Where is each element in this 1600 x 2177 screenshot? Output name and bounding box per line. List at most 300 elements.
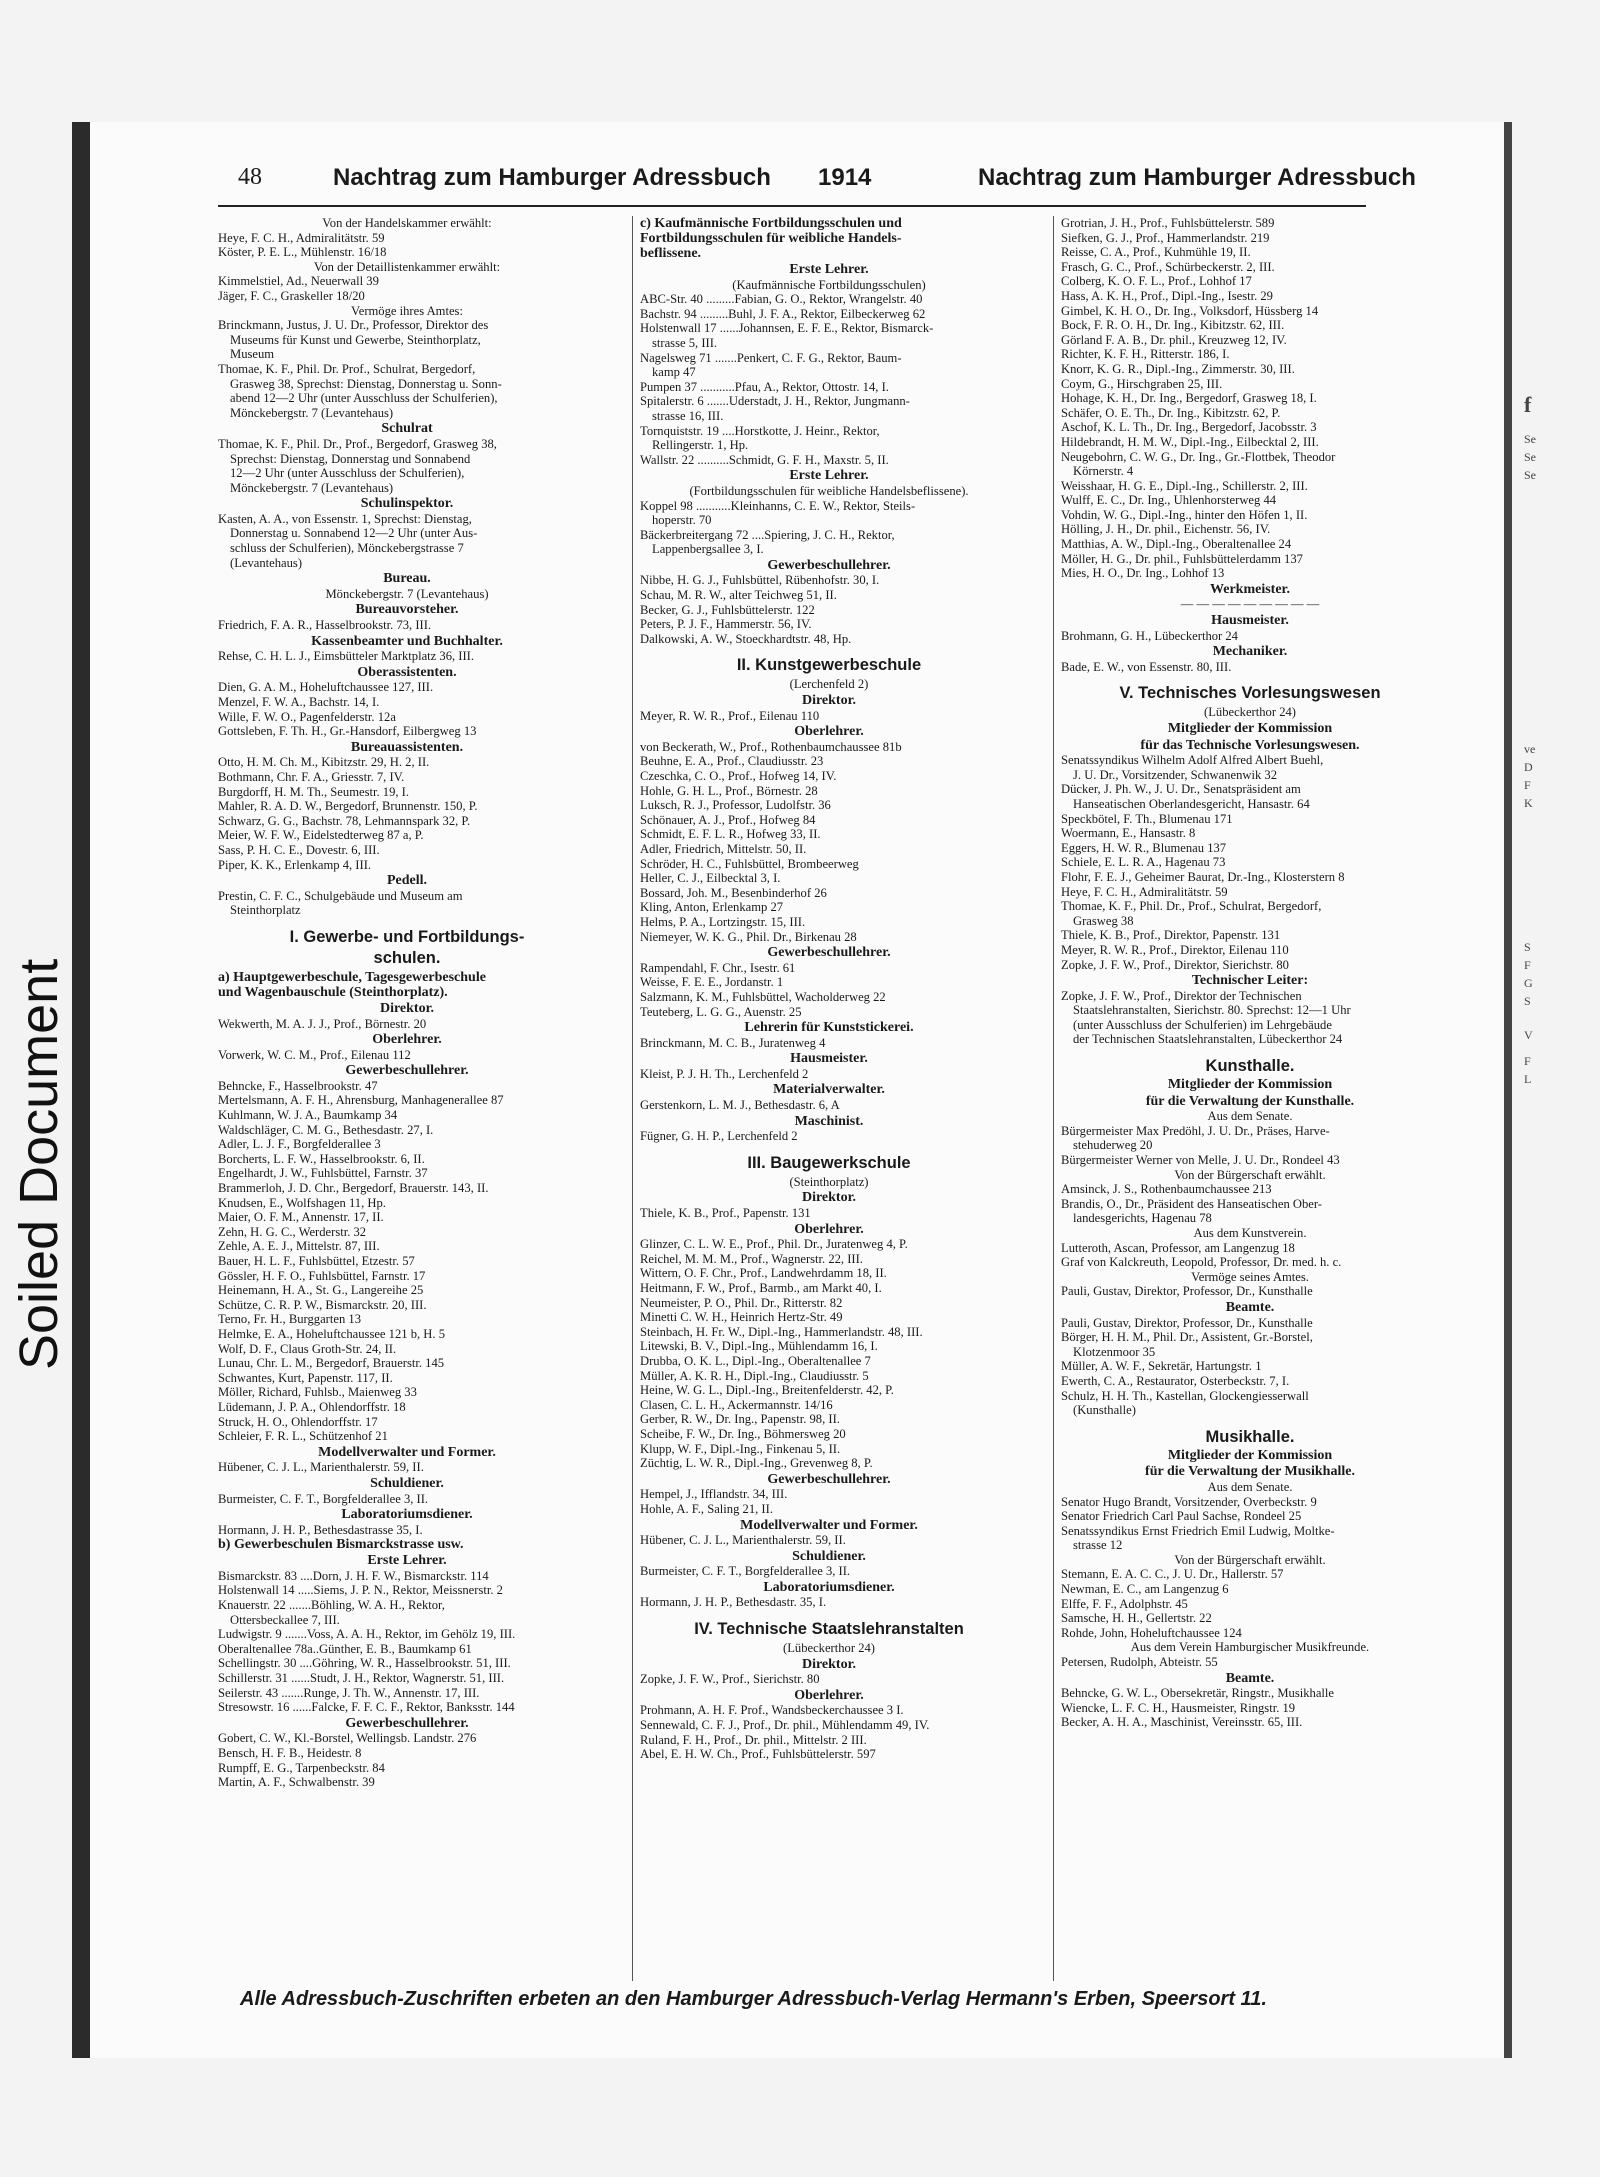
major-heading: IV. Technische Staatslehranstalten bbox=[694, 1620, 964, 1639]
section-note: — — — — — — — — — bbox=[1180, 597, 1320, 612]
entry-continuation: J. U. Dr., Vorsitzender, Schwanenwik 32 bbox=[1073, 767, 1278, 782]
directory-entry: Burmeister, C. F. T., Borgfelderallee 3, II. bbox=[218, 1491, 429, 1506]
entry-continuation: (Kunsthalle) bbox=[1073, 1403, 1136, 1418]
directory-entry: Sennewald, C. F. J., Prof., Dr. phil., Mühlendamm 49, IV. bbox=[640, 1718, 930, 1733]
directory-entry: Senatssyndikus Wilhelm Adolf Alfred Albert Buehl, bbox=[1061, 753, 1324, 768]
directory-entry: Salzmann, K. M., Fuhlsbüttel, Wacholderweg 22 bbox=[640, 989, 886, 1004]
edge-fragment: K bbox=[1524, 796, 1533, 810]
section-heading: Direktor. bbox=[379, 1001, 435, 1016]
entry-continuation: Mönckebergstr. 7 (Levantehaus) bbox=[230, 480, 394, 495]
section-heading: Werkmeister. bbox=[1210, 582, 1290, 597]
directory-entry: Engelhardt, J. W., Fuhlsbüttel, Farnstr. 37 bbox=[218, 1166, 428, 1181]
section-note: (Fortbildungsschulen für weibliche Handelsbeflissene). bbox=[689, 483, 969, 498]
directory-entry: Fügner, G. H. P., Lerchenfeld 2 bbox=[640, 1129, 798, 1144]
directory-entry: Pumpen 37 ...........Pfau, A., Rektor, Ottostr. 14, I. bbox=[640, 379, 889, 394]
directory-entry: ABC-Str. 40 .........Fabian, G. O., Rektor, Wrangelstr. 40 bbox=[640, 292, 923, 307]
directory-entry: Knauerstr. 22 .......Böhling, W. A. H., Rektor, bbox=[218, 1598, 445, 1613]
section-note: Aus dem Verein Hamburgischer Musikfreunde. bbox=[1130, 1640, 1370, 1655]
directory-entry: Schleier, F. R. L., Schützenhof 21 bbox=[218, 1429, 388, 1444]
section-heading: Pedell. bbox=[386, 874, 428, 889]
directory-entry: Adler, Friedrich, Mittelstr. 50, II. bbox=[640, 841, 807, 856]
entry-continuation: abend 12—2 Uhr (unter Ausschluss der Schulferien), bbox=[230, 391, 498, 406]
section-heading: Modellverwalter und Former. bbox=[740, 1518, 918, 1533]
subsection-heading: und Wagenbauschule (Steinthorplatz). bbox=[218, 984, 448, 1000]
directory-entry: Martin, A. F., Schwalbenstr. 39 bbox=[218, 1775, 375, 1790]
directory-entry: Rohde, John, Hoheluftchaussee 124 bbox=[1061, 1625, 1242, 1640]
directory-entry: Siefken, G. J., Prof., Hammerlandstr. 219 bbox=[1061, 230, 1270, 245]
major-heading: Musikhalle. bbox=[1205, 1427, 1295, 1446]
directory-entry: Weisshaar, H. G. E., Dipl.-Ing., Schillerstr. 2, III. bbox=[1061, 478, 1308, 493]
entry-continuation: strasse 5, III. bbox=[652, 335, 718, 350]
subsection-heading: a) Hauptgewerbeschule, Tagesgewerbeschule bbox=[218, 969, 486, 985]
entry-continuation: Mönckebergstr. 7 (Levantehaus) bbox=[230, 405, 394, 420]
directory-entry: Heye, F. C. H., Admiralitätstr. 59 bbox=[1061, 884, 1228, 899]
directory-entry: Spitalerstr. 6 .......Uderstadt, J. H., Rektor, Jungmann- bbox=[640, 394, 910, 409]
directory-entry: Terno, Fr. H., Burggarten 13 bbox=[218, 1312, 361, 1327]
directory-entry: Scheibe, F. W., Dr. Ing., Böhmersweg 20 bbox=[640, 1426, 846, 1441]
directory-entry: Piper, K. K., Erlenkamp 4, III. bbox=[218, 857, 372, 872]
directory-entry: Prohmann, A. H. F. Prof., Wandsbeckerchaussee 3 I. bbox=[640, 1703, 904, 1718]
directory-entry: Zopke, J. F. W., Prof., Direktor der Technischen bbox=[1061, 988, 1302, 1003]
entry-continuation: Lappenbergsallee 3, I. bbox=[652, 542, 764, 557]
directory-entry: Grotrian, J. H., Prof., Fuhlsbüttelerstr. 589 bbox=[1061, 216, 1275, 230]
section-heading: Oberlehrer. bbox=[794, 1222, 864, 1237]
directory-entry: Vohdin, W. G., Dipl.-Ing., hinter den Höfen 1, II. bbox=[1061, 507, 1308, 522]
section-note: (Lübeckerthor 24) bbox=[783, 1641, 875, 1656]
directory-entry: Burgdorff, H. M. Th., Seumestr. 19, I. bbox=[218, 784, 410, 799]
directory-entry: Elffe, F. F., Adolphstr. 45 bbox=[1061, 1596, 1188, 1611]
entry-continuation: Donnerstag u. Sonnabend 12—2 Uhr (unter Aus- bbox=[230, 526, 478, 541]
subsection-heading: b) Gewerbeschulen Bismarckstrasse usw. bbox=[218, 1537, 464, 1553]
directory-entry: Ruland, F. H., Prof., Dr. phil., Mittelstr. 2 III. bbox=[640, 1732, 867, 1747]
directory-entry: Schäfer, O. E. Th., Dr. Ing., Kibitzstr. 62, P. bbox=[1061, 405, 1281, 420]
section-heading: Gewerbeschullehrer. bbox=[767, 558, 891, 573]
section-heading: Gewerbeschullehrer. bbox=[345, 1064, 469, 1079]
section-heading: Mitglieder der Kommission bbox=[1167, 722, 1333, 736]
edge-fragment: Se bbox=[1524, 450, 1536, 464]
section-note: (Kaufmännische Fortbildungsschulen) bbox=[732, 277, 926, 292]
section-heading: Mitglieder der Kommission bbox=[1167, 1078, 1333, 1093]
entry-continuation: schluss der Schulferien), Mönckebergstrasse 7 bbox=[230, 541, 464, 556]
section-heading: Erste Lehrer. bbox=[789, 263, 869, 277]
entry-continuation: Ottersbeckallee 7, III. bbox=[230, 1612, 340, 1627]
column-divider bbox=[1053, 216, 1054, 1981]
section-heading: Oberlehrer. bbox=[794, 1688, 864, 1703]
page-footer: Alle Adressbuch-Zuschriften erbeten an den Hamburger Adressbuch-Verlag Hermann's Erben, Speersort 11. bbox=[240, 1988, 1267, 2010]
column-1 bbox=[218, 216, 596, 1790]
directory-entry: Pauli, Gustav, Direktor, Professor, Dr., Kunsthalle bbox=[1061, 1284, 1313, 1299]
directory-entry: Köster, P. E. L., Mühlenstr. 16/18 bbox=[218, 245, 387, 260]
header-title-right: Nachtrag zum Hamburger Adressbuch bbox=[978, 164, 1416, 191]
directory-entry: Reichel, M. M. M., Prof., Wagnerstr. 22, III. bbox=[640, 1251, 863, 1266]
directory-entry: Oberaltenallee 78a..Günther, E. B., Baumkamp 61 bbox=[218, 1641, 472, 1656]
edge-fragment: ve bbox=[1524, 742, 1536, 756]
entry-continuation: (unter Ausschluss der Schulferien) im Lehrgebäude bbox=[1073, 1017, 1332, 1032]
section-heading: Schuldiener. bbox=[792, 1549, 866, 1564]
directory-entry: Thiele, K. B., Prof., Papenstr. 131 bbox=[640, 1206, 811, 1221]
directory-entry: Schellingstr. 30 ....Göhring, W. R., Hasselbrookstr. 51, III. bbox=[218, 1656, 511, 1671]
directory-entry: Schröder, H. C., Fuhlsbüttel, Brombeerweg bbox=[640, 856, 859, 871]
directory-entry: Bauer, H. L. F., Fuhlsbüttel, Etzestr. 57 bbox=[218, 1254, 415, 1268]
directory-entry: Brinckmann, M. C. B., Juratenweg 4 bbox=[640, 1035, 826, 1050]
directory-entry: Nagelsweg 71 .......Penkert, C. F. G., Rektor, Baum- bbox=[640, 350, 902, 365]
directory-entry: Wekwerth, M. A. J. J., Prof., Börnestr. 20 bbox=[218, 1016, 427, 1031]
directory-entry: Luksch, R. J., Professor, Ludolfstr. 36 bbox=[640, 798, 831, 813]
directory-entry: Kling, Anton, Erlenkamp 27 bbox=[640, 900, 784, 915]
book-binding bbox=[72, 122, 90, 2058]
directory-entry: Rampendahl, F. Chr., Isestr. 61 bbox=[640, 960, 796, 975]
directory-entry: Mertelsmann, A. F. H., Ahrensburg, Manhagenerallee 87 bbox=[218, 1093, 504, 1108]
directory-entry: Samsche, H. H., Gellertstr. 22 bbox=[1061, 1611, 1212, 1626]
subsection-heading: c) Kaufmännische Fortbildungsschulen und bbox=[640, 216, 902, 231]
directory-entry: Mahler, R. A. D. W., Bergedorf, Brunnenstr. 150, P. bbox=[218, 799, 478, 814]
major-heading: schulen. bbox=[373, 948, 441, 967]
entry-continuation: hoperstr. 70 bbox=[652, 513, 712, 528]
section-note: Mönckebergstr. 7 (Levantehaus) bbox=[325, 586, 489, 601]
directory-entry: Holstenwall 14 .....Siems, J. P. N., Rektor, Meissnerstr. 2 bbox=[218, 1583, 503, 1598]
section-note: (Lübeckerthor 24) bbox=[1204, 705, 1296, 720]
entry-continuation: strasse 16, III. bbox=[652, 408, 724, 423]
section-heading: Oberlehrer. bbox=[372, 1033, 442, 1048]
directory-entry: Gimbel, K. H. O., Dr. Ing., Volksdorf, Hüssberg 14 bbox=[1061, 303, 1319, 318]
directory-entry: Heye, F. C. H., Admiralitätstr. 59 bbox=[218, 230, 385, 245]
directory-entry: Tornquiststr. 19 ....Horstkotte, J. Heinr., Rektor, bbox=[640, 423, 880, 438]
section-heading: Oberlehrer. bbox=[794, 725, 864, 740]
section-heading: Bureauvorsteher. bbox=[355, 603, 459, 618]
directory-entry: Speckbötel, F. Th., Blumenau 171 bbox=[1061, 811, 1233, 826]
directory-entry: Dien, G. A. M., Hoheluftchaussee 127, III. bbox=[218, 680, 434, 695]
directory-entry: Schwantes, Kurt, Papenstr. 117, II. bbox=[218, 1370, 393, 1385]
directory-entry: Behncke, G. W. L., Obersekretär, Ringstr., Musikhalle bbox=[1061, 1686, 1335, 1701]
section-heading: Bureauassistenten. bbox=[350, 740, 464, 755]
directory-entry: Brammerloh, J. D. Chr., Bergedorf, Brauerstr. 143, II. bbox=[218, 1181, 489, 1196]
directory-entry: Reisse, C. A., Prof., Kuhmühle 19, II. bbox=[1061, 245, 1251, 260]
directory-entry: Brandis, O., Dr., Präsident des Hanseatischen Ober- bbox=[1061, 1196, 1323, 1211]
directory-entry: Teuteberg, L. G. G., Auenstr. 25 bbox=[640, 1004, 802, 1019]
column-divider bbox=[632, 216, 633, 1981]
edge-fragment: F bbox=[1524, 778, 1531, 792]
directory-entry: Hübener, C. J. L., Marienthalerstr. 59, II. bbox=[218, 1460, 424, 1475]
directory-entry: Maier, O. F. M., Annenstr. 17, II. bbox=[218, 1210, 384, 1225]
directory-entry: Borcherts, L. F. W., Hasselbrookstr. 6, II. bbox=[218, 1151, 425, 1166]
directory-entry: Hohle, G. H. L., Prof., Börnestr. 28 bbox=[640, 783, 818, 798]
directory-entry: Jäger, F. C., Graskeller 18/20 bbox=[218, 288, 365, 303]
section-heading: Erste Lehrer. bbox=[367, 1554, 447, 1569]
directory-entry: Kuhlmann, W. J. A., Baumkamp 34 bbox=[218, 1108, 398, 1123]
section-heading: Hausmeister. bbox=[790, 1052, 868, 1067]
directory-entry: Glinzer, C. L. W. E., Prof., Phil. Dr., Juratenweg 4, P. bbox=[640, 1237, 908, 1252]
entry-continuation: strasse 12 bbox=[1073, 1538, 1123, 1553]
directory-entry: Gössler, H. F. O., Fuhlsbüttel, Farnstr. 17 bbox=[218, 1268, 426, 1283]
directory-entry: Becker, G. J., Fuhlsbüttelerstr. 122 bbox=[640, 602, 815, 617]
section-heading: Hausmeister. bbox=[1211, 614, 1289, 629]
directory-entry: Gobert, C. W., Kl.-Borstel, Wellingsb. Landstr. 276 bbox=[218, 1731, 477, 1746]
soiled-document-stamp: Soiled Document bbox=[9, 958, 69, 1370]
directory-entry: Gerber, R. W., Dr. Ing., Papenstr. 98, II. bbox=[640, 1412, 840, 1427]
directory-entry: Zehn, H. G. C., Werderstr. 32 bbox=[218, 1224, 367, 1239]
entry-continuation: Steinthorplatz bbox=[230, 903, 301, 918]
edge-fragment: F bbox=[1524, 958, 1531, 972]
major-heading: II. Kunstgewerbeschule bbox=[736, 656, 922, 675]
directory-entry: Meier, W. F. W., Eidelstedterweg 87 a, P. bbox=[218, 828, 424, 843]
entry-continuation: landesgerichts, Hagenau 78 bbox=[1073, 1211, 1212, 1226]
directory-entry: Schulz, H. H. Th., Kastellan, Glockengiesserwall bbox=[1061, 1388, 1309, 1403]
directory-entry: Kimmelstiel, Ad., Neuerwall 39 bbox=[218, 274, 379, 289]
section-heading: Technischer Leiter: bbox=[1191, 974, 1309, 989]
directory-entry: Aschof, K. L. Th., Dr. Ing., Bergedorf, Jacobsstr. 3 bbox=[1061, 420, 1317, 435]
directory-entry: Minetti C. W. H., Heinrich Hertz-Str. 49 bbox=[640, 1310, 843, 1325]
directory-entry: von Beckerath, W., Prof., Rothenbaumchaussee 81b bbox=[640, 739, 902, 754]
directory-entry: Ludwigstr. 9 .......Voss, A. A. H., Rektor, im Gehölz 19, III. bbox=[218, 1627, 516, 1642]
directory-entry: Newman, E. C., am Langenzug 6 bbox=[1061, 1582, 1229, 1597]
edge-fragment: V bbox=[1524, 1028, 1533, 1042]
directory-entry: Menzel, F. W. A., Bachstr. 14, I. bbox=[218, 695, 380, 709]
directory-entry: Amsinck, J. S., Rothenbaumchaussee 213 bbox=[1061, 1182, 1272, 1197]
directory-entry: Klupp, W. F., Dipl.-Ing., Finkenau 5, II. bbox=[640, 1441, 841, 1456]
directory-entry: Struck, H. O., Ohlendorffstr. 17 bbox=[218, 1414, 378, 1429]
directory-entry: Hübener, C. J. L., Marienthalerstr. 59, II. bbox=[640, 1533, 846, 1548]
entry-continuation: 12—2 Uhr (unter Ausschluss der Schulferien), bbox=[230, 466, 465, 481]
directory-entry: Bensch, H. F. B., Heidestr. 8 bbox=[218, 1746, 362, 1760]
section-note: Von der Detaillistenkammer erwählt: bbox=[313, 259, 501, 274]
section-note: Von der Bürgerschaft erwählt. bbox=[1174, 1552, 1326, 1567]
directory-entry: Senatssyndikus Ernst Friedrich Emil Ludwig, Moltke- bbox=[1061, 1523, 1335, 1538]
directory-entry: Stemann, E. A. C. C., J. U. Dr., Hallerstr. 57 bbox=[1061, 1567, 1284, 1582]
directory-entry: Neugebohrn, C. W. G., Dr. Ing., Gr.-Flottbek, Theodor bbox=[1061, 449, 1336, 464]
directory-entry: Beuhne, E. A., Prof., Claudiusstr. 23 bbox=[640, 754, 824, 769]
directory-entry: Meyer, R. W. R., Prof., Eilenau 110 bbox=[640, 708, 820, 723]
directory-entry: Koppel 98 ...........Kleinhanns, C. E. W., Rektor, Steils- bbox=[640, 498, 916, 513]
directory-entry: Niemeyer, W. K. G., Phil. Dr., Birkenau 28 bbox=[640, 929, 857, 944]
directory-entry: Richter, K. F. H., Ritterstr. 186, I. bbox=[1061, 347, 1230, 362]
edge-fragment: G bbox=[1524, 976, 1533, 990]
directory-entry: Abel, E. H. W. Ch., Prof., Fuhlsbüttelerstr. 597 bbox=[640, 1747, 876, 1762]
entry-continuation: Rellingerstr. 1, Hp. bbox=[652, 438, 749, 453]
edge-fragment: f bbox=[1524, 392, 1532, 417]
directory-entry: Litewski, B. V., Dipl.-Ing., Mühlendamm 16, I. bbox=[640, 1339, 878, 1354]
directory-entry: Dalkowski, A. W., Stoeckhardtstr. 48, Hp. bbox=[640, 631, 852, 646]
directory-entry: Hormann, J. H. P., Bethesdastr. 35, I. bbox=[640, 1595, 827, 1610]
section-heading: Mechaniker. bbox=[1212, 645, 1288, 660]
edge-fragment: S bbox=[1524, 994, 1531, 1008]
section-note: Vermöge ihres Amtes: bbox=[351, 303, 463, 318]
major-heading: Kunsthalle. bbox=[1205, 1057, 1295, 1076]
directory-entry: Behncke, F., Hasselbrookstr. 47 bbox=[218, 1078, 378, 1093]
section-heading: Schulrat bbox=[381, 422, 433, 437]
directory-entry: Knudsen, E., Wolfshagen 11, Hp. bbox=[218, 1195, 386, 1210]
section-heading: Laboratoriumsdiener. bbox=[763, 1580, 895, 1595]
directory-entry: Schwarz, G. G., Bachstr. 78, Lehmannspark 32, P. bbox=[218, 813, 471, 828]
directory-entry: Hildebrandt, H. M. W., Dipl.-Ing., Eilbecktal 2, III. bbox=[1061, 434, 1319, 449]
directory-entry: Helmke, E. A., Hoheluftchaussee 121 b, H. 5 bbox=[218, 1326, 445, 1341]
section-heading: Direktor. bbox=[801, 1191, 857, 1206]
directory-entry: Zopke, J. F. W., Prof., Direktor, Sierichstr. 80 bbox=[1061, 957, 1289, 972]
column-2 bbox=[640, 216, 1018, 1762]
directory-entry: Heitmann, F. W., Prof., Barmb., am Markt 40, I. bbox=[640, 1281, 882, 1295]
directory-entry: Wallstr. 22 ..........Schmidt, G. F. H., Maxstr. 5, II. bbox=[640, 452, 889, 467]
section-heading: Erste Lehrer. bbox=[789, 469, 869, 484]
section-heading: Kassenbeamter und Buchhalter. bbox=[311, 634, 503, 649]
section-heading: Gewerbeschullehrer. bbox=[767, 1472, 891, 1487]
directory-entry: Woermann, E., Hansastr. 8 bbox=[1061, 826, 1196, 841]
section-note: Aus dem Senate. bbox=[1207, 1109, 1293, 1124]
section-heading: Schuldiener. bbox=[370, 1476, 444, 1491]
directory-entry: Colberg, K. O. F. L., Prof., Lohhof 17 bbox=[1061, 274, 1252, 289]
directory-entry: Becker, A. H. A., Maschinist, Vereinsstr. 65, III. bbox=[1061, 1715, 1303, 1730]
section-heading: Direktor. bbox=[801, 1657, 857, 1672]
directory-entry: Brohmann, G. H., Lübeckerthor 24 bbox=[1061, 628, 1238, 643]
directory-entry: Lüdemann, J. P. A., Ohlendorffstr. 18 bbox=[218, 1399, 406, 1414]
directory-entry: Ewerth, C. A., Restaurator, Osterbeckstr. 7, I. bbox=[1061, 1373, 1290, 1388]
directory-entry: Schau, M. R. W., alter Teichweg 51, II. bbox=[640, 588, 837, 603]
section-heading: Mitglieder der Kommission bbox=[1167, 1448, 1333, 1463]
directory-entry: Eggers, H. W. R., Blumenau 137 bbox=[1061, 840, 1227, 855]
directory-entry: Bade, E. W., von Essenstr. 80, III. bbox=[1061, 659, 1232, 674]
directory-entry: Bothmann, Chr. F. A., Griesstr. 7, IV. bbox=[218, 769, 405, 784]
edge-fragment: S bbox=[1524, 940, 1531, 954]
directory-entry: Senator Hugo Brandt, Vorsitzender, Overbeckstr. 9 bbox=[1061, 1494, 1317, 1509]
directory-entry: Bürgermeister Werner von Melle, J. U. Dr., Rondeel 43 bbox=[1061, 1153, 1340, 1168]
directory-entry: Mies, H. O., Dr. Ing., Lohhof 13 bbox=[1061, 566, 1225, 581]
major-heading: III. Baugewerkschule bbox=[747, 1153, 911, 1172]
section-heading: Maschinist. bbox=[794, 1114, 864, 1129]
directory-entry: Adler, L. J. F., Borgfelderallee 3 bbox=[218, 1137, 381, 1152]
directory-entry: Müller, A. W. F., Sekretär, Hartungstr. 1 bbox=[1061, 1359, 1262, 1374]
directory-entry: Otto, H. M. Ch. M., Kibitzstr. 29, H. 2, II. bbox=[218, 755, 430, 770]
directory-entry: Bismarckstr. 83 ....Dorn, J. H. F. W., Bismarckstr. 114 bbox=[218, 1568, 489, 1583]
directory-entry: Görland F. A. B., Dr. phil., Kreuzweg 12, IV. bbox=[1061, 332, 1287, 347]
directory-entry: Meyer, R. W. R., Prof., Direktor, Eilenau 110 bbox=[1061, 942, 1289, 957]
directory-entry: Hormann, J. H. P., Bethesdastrasse 35, I. bbox=[218, 1522, 423, 1537]
header-title-left: Nachtrag zum Hamburger Adressbuch bbox=[333, 164, 771, 191]
entry-continuation: Grasweg 38, Sprechst: Dienstag, Donnerstag u. Sonn- bbox=[230, 376, 502, 391]
entry-continuation: (Levantehaus) bbox=[230, 555, 303, 570]
directory-entry: Heller, C. J., Eilbecktal 3, I. bbox=[640, 871, 781, 886]
header-year: 1914 bbox=[818, 164, 872, 191]
directory-entry: Kasten, A. A., von Essenstr. 1, Sprechst: Dienstag, bbox=[218, 511, 472, 526]
section-heading: Lehrerin für Kunststickerei. bbox=[744, 1021, 914, 1036]
directory-entry: Coym, G., Hirschgraben 25, III. bbox=[1061, 376, 1223, 391]
directory-entry: Kleist, P. J. H. Th., Lerchenfeld 2 bbox=[640, 1066, 809, 1081]
entry-continuation: Sprechst: Dienstag, Donnerstag und Sonnabend bbox=[230, 451, 471, 466]
section-heading: Gewerbeschullehrer. bbox=[767, 946, 891, 961]
directory-entry: Möller, H. G., Dr. phil., Fuhlsbüttelerdamm 137 bbox=[1061, 551, 1303, 566]
edge-fragment: F bbox=[1524, 1054, 1531, 1068]
section-heading: Beamte. bbox=[1225, 1300, 1275, 1315]
directory-entry: Bossard, Joh. M., Besenbinderhof 26 bbox=[640, 885, 827, 900]
directory-entry: Gerstenkorn, L. M. J., Bethesdastr. 6, A bbox=[640, 1098, 840, 1113]
directory-entry: Wille, F. W. O., Pagenfelderstr. 12a bbox=[218, 709, 396, 724]
directory-entry: Heine, W. G. L., Dipl.-Ing., Breitenfelderstr. 42, P. bbox=[640, 1383, 894, 1398]
directory-entry: Frasch, G. C., Prof., Schürbeckerstr. 2, III. bbox=[1061, 259, 1275, 274]
subsection-heading: beflissene. bbox=[640, 246, 702, 261]
section-heading: Laboratoriumsdiener. bbox=[341, 1508, 473, 1523]
section-heading: Modellverwalter und Former. bbox=[318, 1445, 496, 1460]
entry-continuation: kamp 47 bbox=[652, 365, 696, 380]
major-heading: V. Technisches Vorlesungswesen bbox=[1119, 684, 1381, 703]
edge-fragment: Se bbox=[1524, 432, 1536, 446]
section-heading: Direktor. bbox=[801, 694, 857, 709]
directory-entry: Prestin, C. F. C., Schulgebäude und Museum am bbox=[218, 888, 463, 903]
directory-entry: Neumeister, P. O., Phil. Dr., Ritterstr. 82 bbox=[640, 1295, 843, 1310]
section-heading: für die Verwaltung der Kunsthalle. bbox=[1145, 1094, 1355, 1109]
section-heading: Schulinspektor. bbox=[360, 497, 454, 512]
section-heading: Materialverwalter. bbox=[773, 1083, 885, 1098]
directory-entry: Wolf, D. F., Claus Groth-Str. 24, II. bbox=[218, 1341, 397, 1356]
directory-entry: Holstenwall 17 ......Johannsen, E. F. E., Rektor, Bismarck- bbox=[640, 321, 934, 336]
directory-entry: Schmidt, E. F. L. R., Hofweg 33, II. bbox=[640, 827, 821, 842]
directory-entry: Bürgermeister Max Predöhl, J. U. Dr., Präses, Harve- bbox=[1061, 1123, 1330, 1138]
directory-entry: Hass, A. K. H., Prof., Dipl.-Ing., Isestr. 29 bbox=[1061, 288, 1273, 303]
directory-entry: Petersen, Rudolph, Abteistr. 55 bbox=[1061, 1655, 1218, 1670]
entry-continuation: Museums für Kunst und Gewerbe, Steinthorplatz, bbox=[230, 332, 481, 347]
directory-entry: Flohr, F. E. J., Geheimer Baurat, Dr.-Ing., Klosterstern 8 bbox=[1061, 869, 1345, 884]
section-heading: Oberassistenten. bbox=[357, 665, 457, 680]
directory-entry: Wiencke, L. F. C. H., Hausmeister, Ringstr. 19 bbox=[1061, 1700, 1296, 1715]
entry-continuation: Museum bbox=[230, 347, 275, 362]
directory-entry: Hohle, A. F., Saling 21, II. bbox=[640, 1501, 773, 1516]
directory-entry: Lutteroth, Ascan, Professor, am Langenzug 18 bbox=[1061, 1240, 1295, 1255]
entry-continuation: Staatslehranstalten, Sierichstr. 80. Sprechst: 12—1 Uhr bbox=[1073, 1003, 1351, 1018]
directory-entry: Seilerstr. 43 .......Runge, J. Th. W., Annenstr. 17, III. bbox=[218, 1685, 480, 1700]
directory-entry: Wittern, O. F. Chr., Prof., Landwehrdamm 18, II. bbox=[640, 1266, 887, 1281]
directory-entry: Weisse, F. E. E., Jordanstr. 1 bbox=[640, 975, 784, 990]
directory-entry: Thomae, K. F., Phil. Dr. Prof., Schulrat, Bergedorf, bbox=[218, 361, 476, 376]
section-note: Von der Bürgerschaft erwählt. bbox=[1174, 1167, 1326, 1182]
header-rule bbox=[218, 205, 1366, 207]
directory-entry: Hempel, J., Ifflandstr. 34, III. bbox=[640, 1487, 788, 1502]
section-heading: Gewerbeschullehrer. bbox=[345, 1716, 469, 1731]
directory-entry: Börger, H. H. M., Phil. Dr., Assistent, Gr.-Borstel, bbox=[1061, 1330, 1313, 1345]
entry-continuation: Klotzenmoor 35 bbox=[1073, 1344, 1156, 1359]
directory-entry: Brinckmann, Justus, J. U. Dr., Professor, Direktor des bbox=[218, 318, 489, 333]
directory-entry: Waldschläger, C. M. G., Bethesdastr. 27, I. bbox=[218, 1122, 434, 1137]
directory-entry: Schiele, E. L. R. A., Hagenau 73 bbox=[1061, 855, 1226, 870]
directory-entry: Thomae, K. F., Phil. Dr., Prof., Schulrat, Bergedorf, bbox=[1061, 899, 1322, 914]
directory-entry: Hohage, K. H., Dr. Ing., Bergedorf, Grasweg 18, I. bbox=[1061, 391, 1317, 406]
directory-entry: Helms, P. A., Lortzingstr. 15, III. bbox=[640, 914, 806, 929]
directory-entry: Wulff, E. C., Dr. Ing., Uhlenhorsterweg 44 bbox=[1061, 493, 1277, 508]
directory-entry: Peters, P. J. F., Hammerstr. 56, IV. bbox=[640, 617, 812, 632]
directory-entry: Graf von Kalckreuth, Leopold, Professor, Dr. med. h. c. bbox=[1061, 1255, 1342, 1270]
directory-entry: Burmeister, C. F. T., Borgfelderallee 3, II. bbox=[640, 1564, 851, 1579]
edge-fragment: Se bbox=[1524, 468, 1536, 482]
directory-entry: Schillerstr. 31 ......Studt, J. H., Rektor, Wagnerstr. 51, III. bbox=[218, 1671, 505, 1686]
directory-entry: Müller, A. K. R. H., Dipl.-Ing., Claudiusstr. 5 bbox=[640, 1368, 869, 1383]
section-note: (Steinthorplatz) bbox=[789, 1174, 869, 1189]
section-heading: Beamte. bbox=[1225, 1671, 1275, 1686]
section-note: Aus dem Senate. bbox=[1207, 1479, 1293, 1494]
directory-entry: Züchtig, L. W. R., Dipl.-Ing., Grevenweg 8, P. bbox=[640, 1456, 873, 1471]
section-heading: Bureau. bbox=[383, 572, 431, 587]
directory-entry: Heinemann, H. A., St. G., Langereihe 25 bbox=[218, 1283, 424, 1298]
directory-entry: Senator Friedrich Carl Paul Sachse, Rondeel 25 bbox=[1061, 1509, 1302, 1524]
edge-fragment: L bbox=[1524, 1072, 1532, 1086]
directory-entry: Knorr, K. G. R., Dipl.-Ing., Zimmerstr. 30, III. bbox=[1061, 361, 1295, 376]
section-note: Aus dem Kunstverein. bbox=[1193, 1226, 1307, 1240]
directory-entry: Bock, F. R. O. H., Dr. Ing., Kibitzstr. 62, III. bbox=[1061, 318, 1285, 333]
directory-entry: Friedrich, F. A. R., Hasselbrookstr. 73, III. bbox=[218, 618, 432, 633]
directory-entry: Drubba, O. K. L., Dipl.-Ing., Oberaltenallee 7 bbox=[640, 1353, 871, 1368]
subsection-heading: Fortbildungsschulen für weibliche Handels- bbox=[640, 231, 902, 246]
directory-entry: Nibbe, H. G. J., Fuhlsbüttel, Rübenhofstr. 30, I. bbox=[640, 573, 880, 588]
entry-continuation: stehuderweg 20 bbox=[1073, 1138, 1153, 1153]
edge-fragment: D bbox=[1524, 760, 1533, 774]
directory-entry: Clasen, C. L. H., Ackermannstr. 14/16 bbox=[640, 1397, 833, 1412]
directory-entry: Bäckerbreitergang 72 ....Spiering, J. C. H., Rektor, bbox=[640, 527, 895, 542]
directory-entry: Dücker, J. Ph. W., J. U. Dr., Senatspräsident am bbox=[1061, 782, 1301, 797]
directory-entry: Rehse, C. H. L. J., Eimsbütteler Marktplatz 36, III. bbox=[218, 649, 475, 664]
